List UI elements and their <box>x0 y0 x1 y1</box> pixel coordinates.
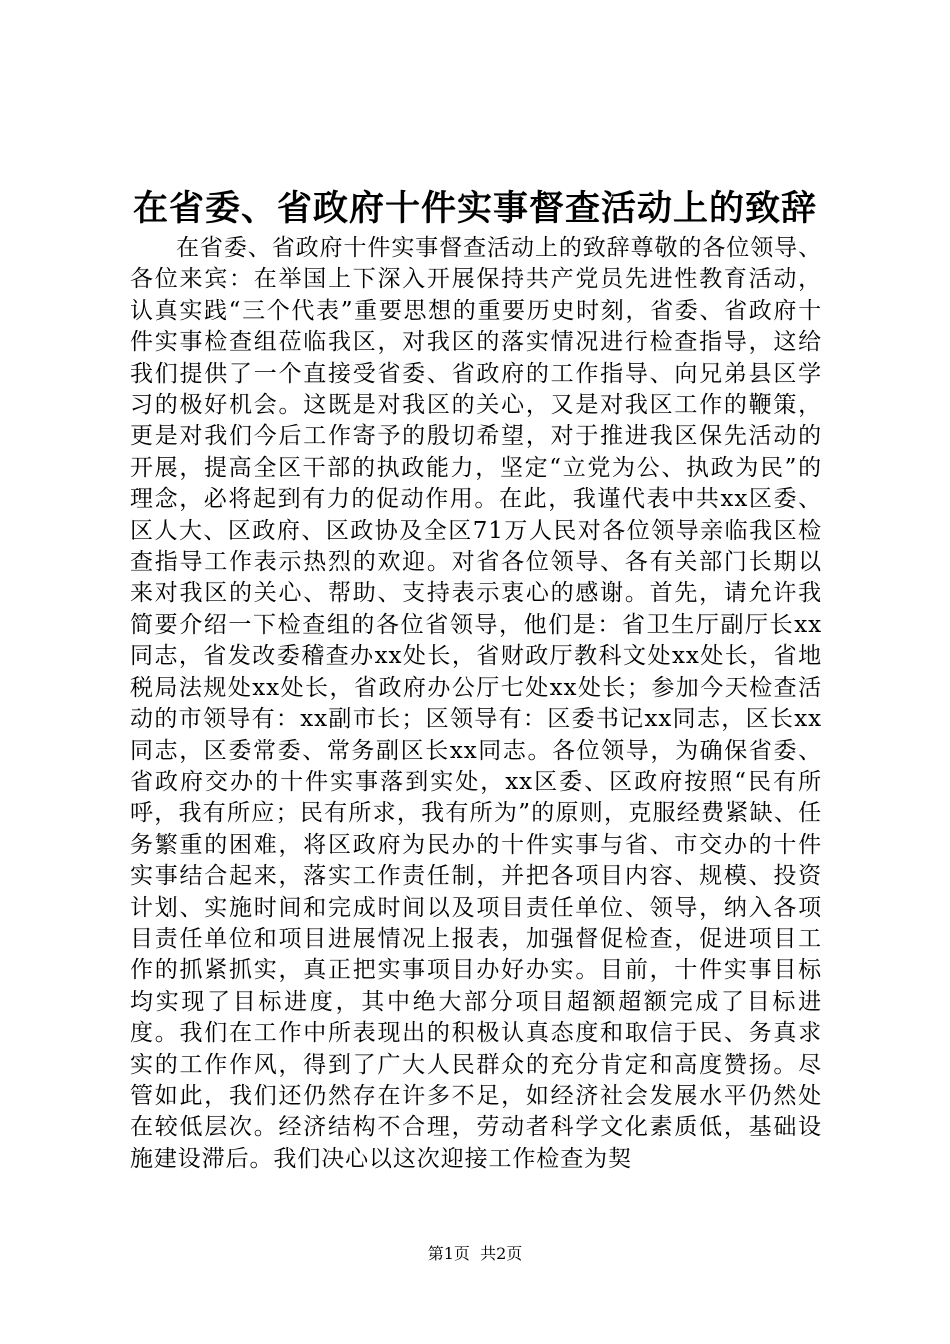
footer-separator <box>470 1244 480 1263</box>
body-paragraph: 在省委、省政府十件实事督查活动上的致辞尊敬的各位领导、各位来宾：在举国上下深入开展保持共产党员先进性教育活动，认真实践“三个代表”重要思想的重要历史时刻，省委、省政府十件实事检查组莅临我区，对我区的落实情况进行检查指导，这给我们提供了一个直接受省委、省政府的工作指导、向兄弟县区学习的极好机会。这既是对我区的关心，又是对我区工作的鞭策，更是对我们今后工作寄予的殷切希望，对于推进我区保先活动的开展，提高全区干部的执政能力，坚定“立党为公、执政为民”的理念，必将起到有力的促动作用。在此，我谨代表中共xx区委、区人大、区政府、区政协及全区71万人民对各位领导亲临我区检查指导工作表示热烈的欢迎。对省各位领导、各有关部门长期以来对我区的关心、帮助、支持表示衷心的感谢。首先，请允许我简要介绍一下检查组的各位省领导，他们是：省卫生厅副厅长xx同志，省发改委稽查办xx处长，省财政厅教科文处xx处长，省地税局法规处xx处长，省政府办公厅七处xx处长；参加今天检查活动的市领导有：xx副市长；区领导有：区委书记xx同志，区长xx同志，区委常委、常务副区长xx同志。各位领导，为确保省委、省政府交办的十件实事落到实处，xx区委、区政府按照“民有所呼，我有所应；民有所求，我有所为”的原则，克服经费紧缺、任务繁重的困难，将区政府为民办的十件实事与省、市交办的十件实事结合起来，落实工作责任制，并把各项目内容、规模、投资计划、实施时间和完成时间以及项目责任单位、领导，纳入各项目责任单位和项目进展情况上报表，加强督促检查，促进项目工作的抓紧抓实，真正把实事项目办好办实。目前，十件实事目标均实现了目标进度，其中绝大部分项目超额超额完成了目标进度。我们在工作中所表现出的积极认真态度和取信于民、务真求实的工作作风，得到了广大人民群众的充分肯定和高度赞扬。尽管如此，我们还仍然存在许多不足，如经济社会发展水平仍然处在较低层次。经济结构不合理，劳动者科学文化素质低，基础设施建设滞后。我们决心以这次迎接工作检查为契 <box>130 235 822 1172</box>
page-number: 第1页 <box>427 1244 470 1263</box>
page-total: 共2页 <box>480 1244 523 1263</box>
page-footer <box>0 1243 950 1265</box>
document-title: 在省委、省政府十件实事督查活动上的致辞 <box>132 188 817 229</box>
